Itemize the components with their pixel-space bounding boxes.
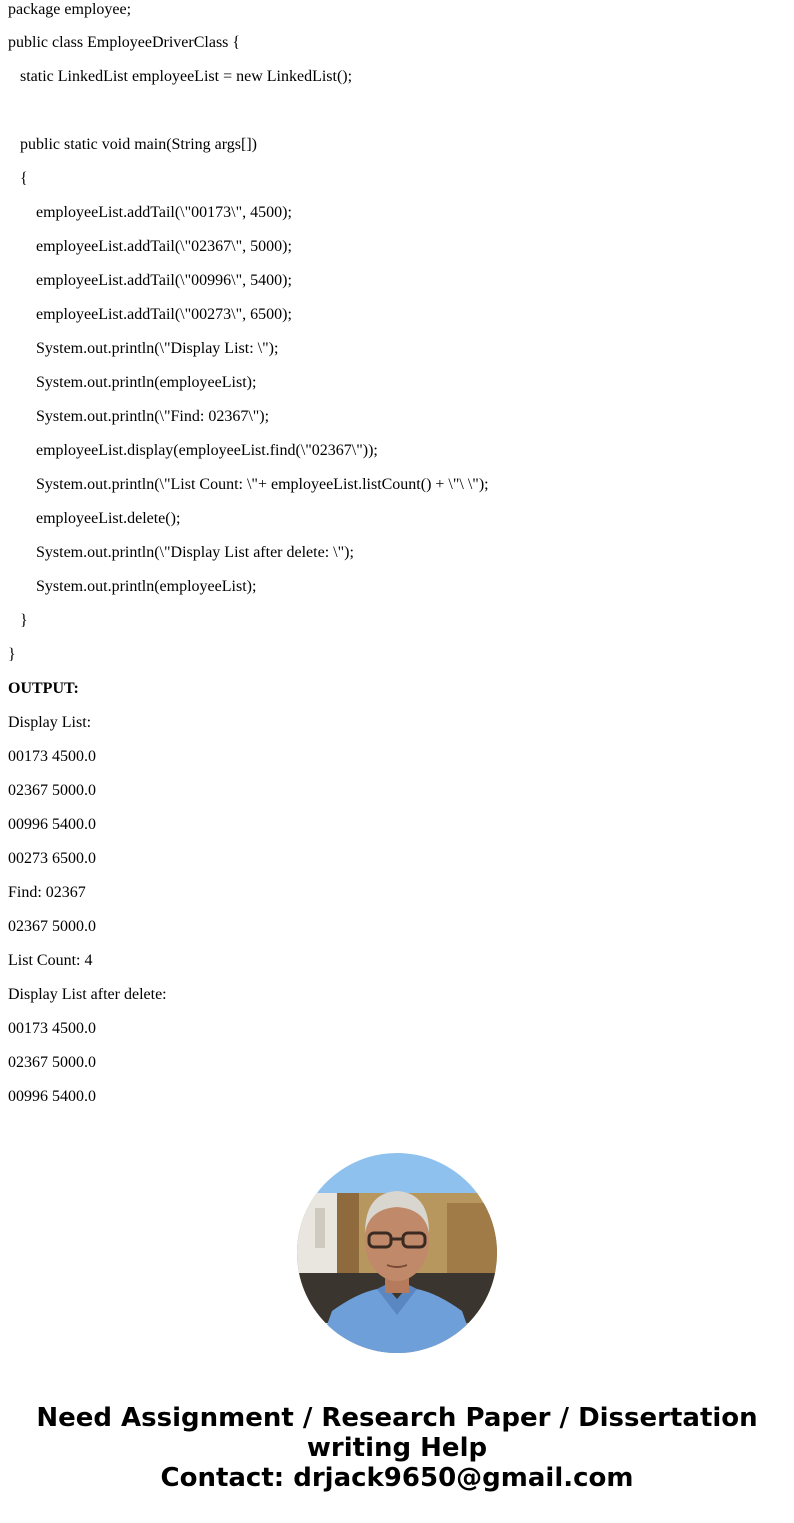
code-line: public class EmployeeDriverClass { <box>8 34 241 51</box>
code-line: employeeList.delete(); <box>8 510 181 527</box>
output-line: 00996 5400.0 <box>8 816 96 833</box>
output-line: Display List after delete: <box>8 986 167 1003</box>
code-line: System.out.println(employeeList); <box>8 578 257 595</box>
contact-banner <box>0 1403 794 1493</box>
code-line: employeeList.addTail(\"00173\", 4500); <box>8 204 292 221</box>
code-line: } <box>8 646 16 663</box>
output-line: Find: 02367 <box>8 884 86 901</box>
output-heading: OUTPUT: <box>8 680 79 697</box>
output-line: 00173 4500.0 <box>8 1020 96 1037</box>
code-line: System.out.println(employeeList); <box>8 374 257 391</box>
output-line: Display List: <box>8 714 92 731</box>
code-line: package employee; <box>8 1 132 18</box>
contact-banner-line: writing Help <box>306 1433 488 1463</box>
output-line: 02367 5000.0 <box>8 782 96 799</box>
person-portrait-icon <box>297 1153 497 1353</box>
output-line: 00996 5400.0 <box>8 1088 96 1105</box>
code-line: System.out.println(\"List Count: \"+ employeeList.listCount() + \"\ \"); <box>8 476 489 493</box>
code-line: System.out.println(\"Display List: \"); <box>8 340 279 357</box>
code-line: static LinkedList employeeList = new LinkedList(); <box>8 68 353 85</box>
document-body <box>8 0 788 1121</box>
output-line: List Count: 4 <box>8 952 93 969</box>
code-line: } <box>8 612 28 629</box>
code-line-blank <box>8 101 788 135</box>
code-line: employeeList.addTail(\"02367\", 5000); <box>8 238 292 255</box>
output-line: 00273 6500.0 <box>8 850 96 867</box>
output-line: 00173 4500.0 <box>8 748 96 765</box>
contact-email: Contact: drjack9650@gmail.com <box>160 1463 634 1493</box>
code-line: employeeList.display(employeeList.find(\"02367\")); <box>8 442 378 459</box>
code-line: System.out.println(\"Display List after delete: \"); <box>8 544 354 561</box>
code-line: System.out.println(\"Find: 02367\"); <box>8 408 270 425</box>
code-line: employeeList.addTail(\"00273\", 6500); <box>8 306 292 323</box>
output-line: 02367 5000.0 <box>8 918 96 935</box>
contact-banner-line: Need Assignment / Research Paper / Dissertation <box>36 1403 758 1433</box>
code-line: { <box>8 170 28 187</box>
code-line: employeeList.addTail(\"00996\", 5400); <box>8 272 292 289</box>
code-line: public static void main(String args[]) <box>8 136 257 153</box>
output-line: 02367 5000.0 <box>8 1054 96 1071</box>
